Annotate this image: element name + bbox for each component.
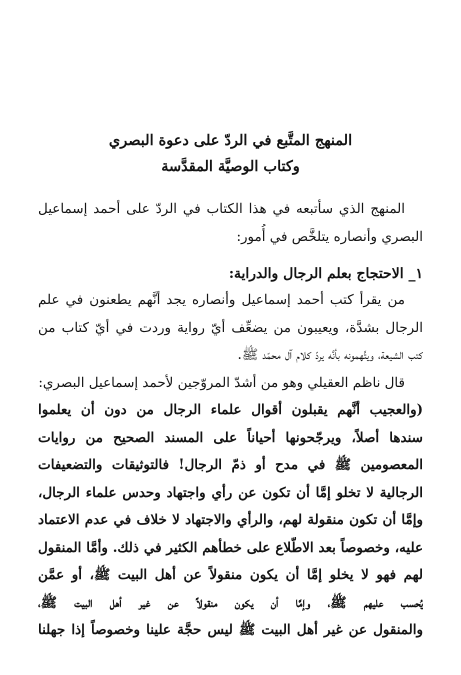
intro-line: المنهج الذي سأتبعه في هذا الكتاب في الردّ على أحمد إسماعيل [38,201,405,217]
body-paragraph-1 [38,287,423,370]
body-line: قال ناظم العقيلي وهو من أشدّ المروّجين لأحمد إسماعيل البصري: [38,375,405,391]
chapter-title-line-1: المنهج المتَّبع في الردّ على دعوة البصري [108,132,353,149]
quote-line: وإمَّا أن تكون منقولة لهم، والرأي والاجتهاد لا خلاف في عدم الاعتماد [38,512,423,528]
body-line: كتب الشيعة، ويتَّهمونه بأنَّه يردّ كلام آل محمّد ﷺ. [237,347,423,363]
body-line: من يقرأ كتب أحمد إسماعيل وأنصاره يجد أنَّهم يطعنون في علم [38,292,405,308]
quote-line: عليه، وخصوصاً بعد الاطّلاع على خطأهم الكثير في ذلك. وأمَّا المنقول [38,539,423,556]
quote-line: الرجالية لا تخلو إمَّا أن تكون عن رأي واجتهاد وحدس علماء الرجال، [38,484,423,501]
intro-paragraph [38,196,423,251]
quote-line: (والعجيب أنَّهم يقبلون أقوال علماء الرجال من دون أن يعلموا [38,402,423,418]
quote-line: لهم فهو لا يخلو إمَّا أن يكون منقولاً عن أهل البيت ﷺ، أو عمَّن [38,567,423,583]
quoted-passage [38,397,423,645]
quote-line: يُحسب عليهم ﷺ، وإمَّا أن يكون منقولاً عن غير أهل البيت ﷺ، [38,594,423,611]
section-heading: ١_ الاحتجاج بعلم الرجال والدراية: [228,266,423,282]
body-paragraph-2 [38,370,423,398]
chapter-title-line-2: وكتاب الوصيَّة المقدَّسة [161,158,300,175]
quote-line: والمنقول عن غير أهل البيت ﷺ ليس حجَّة علينا وخصوصاً إذا جهلنا [38,622,423,638]
body-line: الرجال بشدَّة، ويعيبون من يضعِّف أيّ رواية وردت في أيّ كتاب من [38,319,423,336]
chapter-title [0,128,461,180]
quote-line: المعصومين ﷺ في مدح أو ذمّ الرجال! فالتوثيقات والتضعيفات [38,457,423,473]
intro-line: البصري وأنصاره يتلخَّص في أُمور: [236,228,423,245]
quote-line: سندها أصلاً، ويرجّحونها أحياناً على المسند الصحيح من روايات [38,429,423,446]
